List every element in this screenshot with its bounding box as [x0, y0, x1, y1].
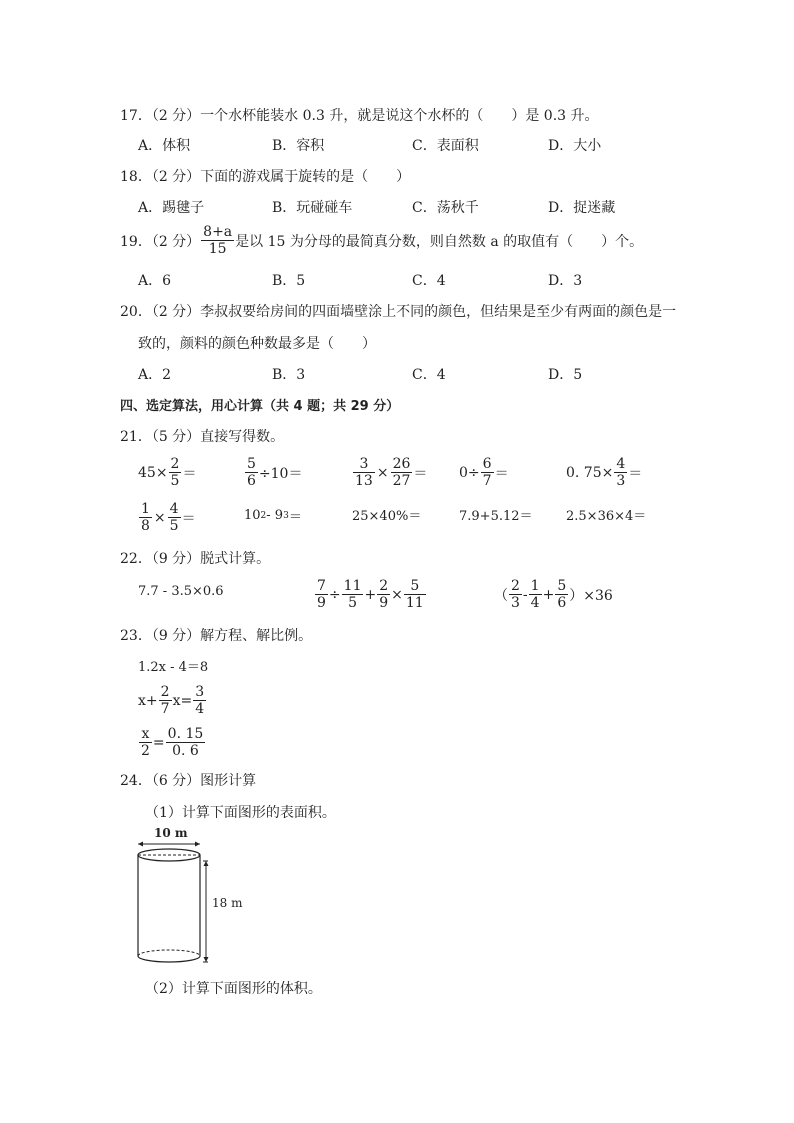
height-label: 18 m — [212, 896, 243, 910]
q23-stem: 23．（9 分）解方程、解比例。 — [120, 628, 313, 644]
q21-expr-8: 25×40%＝ — [352, 509, 422, 524]
q23-e2-fraction-1 — [159, 684, 172, 717]
q21-e2-fraction — [245, 456, 258, 489]
arrowhead-down-icon — [204, 957, 209, 962]
q22-e2-op1: ÷ — [328, 586, 341, 603]
arrowhead-right-icon — [195, 842, 200, 847]
q21-expr-4 — [459, 456, 509, 489]
frac-den: 5 — [348, 595, 358, 612]
frac-num: 2 — [511, 578, 520, 594]
q23-e3-fraction-1 — [139, 726, 152, 759]
q20-line2: 致的，颜料的颜色种数最多是（ ） — [138, 336, 376, 352]
q22-expr-2 — [314, 578, 427, 611]
cylinder-bottom-back — [138, 950, 200, 956]
q23-e2-mid: x= — [172, 692, 193, 709]
frac-num: 5 — [247, 456, 256, 472]
q21-expr-1 — [138, 456, 196, 489]
q22-e3-op2: + — [542, 586, 555, 603]
q21-expr-5 — [566, 456, 642, 489]
q19-stem — [120, 224, 643, 257]
diameter-label: 10 m — [154, 826, 188, 840]
q24-sub1: （1）计算下面图形的表面积。 — [145, 805, 336, 821]
q19-option-a: A．6 — [138, 273, 172, 289]
frac-den: 8 — [141, 518, 150, 535]
q21-e5-eq: ＝ — [628, 465, 643, 482]
q22-expr-1: 7.7 - 3.5×0.6 — [138, 584, 224, 599]
q17-option-c: C．表面积 — [412, 138, 479, 154]
q17-stem: 17．（2 分）一个水杯能装水 0.3 升，就是说这个水杯的（ ）是 0.3 升。 — [120, 108, 599, 124]
q21-e6-eq: ＝ — [181, 510, 196, 527]
q22-e2-fraction-1 — [315, 578, 328, 611]
frac-den: 4 — [530, 595, 540, 612]
q20-option-a: A．2 — [138, 367, 172, 383]
q21-expr-10: 2.5×36×4＝ — [566, 509, 647, 524]
cylinder-bottom-front — [138, 956, 200, 962]
q24-sub2: （2）计算下面图形的体积。 — [145, 981, 322, 997]
q22-e2-fraction-2 — [342, 578, 364, 611]
q19-suffix: 是以 15 为分母的最简真分数，则自然数 a 的取值有（ ）个。 — [235, 233, 644, 250]
frac-den: 13 — [355, 473, 373, 490]
q22-stem: 22．（9 分）脱式计算。 — [120, 551, 271, 567]
q22-e2-op3: × — [391, 586, 403, 603]
frac-den: 6 — [247, 473, 256, 490]
q19-option-b: B．5 — [272, 273, 306, 289]
q23-e2-lhs: x+ — [138, 692, 158, 709]
q21-expr-6 — [138, 501, 196, 534]
q20-option-b: B．3 — [272, 367, 306, 383]
q20-option-c: C．4 — [412, 367, 446, 383]
q22-e2-fraction-4 — [404, 578, 426, 611]
q21-e7-base2: - 9 — [266, 508, 284, 523]
q19-prefix: 19．（2 分） — [120, 233, 201, 250]
q21-e4-eq: ＝ — [494, 465, 509, 482]
frac-den: 11 — [405, 595, 424, 612]
q21-e1-eq: ＝ — [182, 465, 197, 482]
frac-num: 11 — [343, 578, 362, 594]
q18-stem: 18．（2 分）下面的游戏属于旋转的是（ ） — [120, 169, 411, 185]
frac-den: 4 — [195, 701, 205, 718]
frac-den: 5 — [170, 473, 180, 490]
frac-num: 3 — [353, 456, 375, 473]
frac-den: 2 — [141, 743, 150, 760]
frac-den: 3 — [616, 473, 626, 490]
q23-expr-2 — [138, 684, 207, 717]
frac-num: 6 — [482, 456, 492, 472]
arrowhead-up-icon — [204, 861, 209, 866]
q23-e3-eq: = — [152, 734, 165, 751]
q22-e3-op1: - — [522, 586, 528, 603]
q21-stem: 21．（5 分）直接写得数。 — [120, 429, 285, 445]
frac-num: 1 — [530, 578, 540, 594]
q23-e2-fraction-2 — [193, 684, 206, 717]
q23-e3-fraction-2 — [166, 726, 206, 759]
q23-expr-1: 1.2x - 4＝8 — [138, 660, 209, 675]
q21-expr-3 — [352, 456, 427, 489]
q21-e2-rest: ÷10＝ — [258, 465, 303, 482]
q22-expr-3 — [494, 578, 613, 611]
q21-e7-exp2: 3 — [283, 510, 289, 521]
q21-e3-fraction-1 — [353, 456, 375, 489]
q22-e3-fraction-1 — [509, 578, 522, 611]
q17-option-b: B．容积 — [272, 138, 325, 154]
q20-line1: 20．（2 分）李叔叔要给房间的四面墙壁涂上不同的颜色，但结果是至少有两面的颜色是一 — [120, 304, 677, 320]
frac-den: 7 — [160, 701, 170, 718]
q21-expr-2 — [244, 456, 302, 489]
q22-e3-fraction-3 — [555, 578, 568, 611]
q18-option-b: B．玩碰碰车 — [272, 200, 353, 216]
q21-e7-eq: ＝ — [288, 510, 302, 525]
q22-e2-fraction-3 — [377, 578, 390, 611]
q22-e2-op2: + — [364, 586, 377, 603]
section-heading: 四、选定算法，用心计算（共 4 题；共 29 分） — [120, 399, 400, 414]
frac-num: 2 — [160, 684, 170, 700]
q21-expr-7 — [244, 506, 302, 525]
q24-stem: 24．（6 分）图形计算 — [120, 773, 257, 789]
q22-e3-fraction-2 — [529, 578, 542, 611]
q21-e7-base1: 10 — [244, 508, 261, 523]
frac-num: 26 — [392, 456, 411, 472]
q21-e3-op: × — [376, 464, 389, 481]
q21-expr-9: 7.9+5.12＝ — [459, 509, 533, 524]
frac-num: 2 — [170, 456, 180, 472]
q18-option-a: A．踢毽子 — [138, 200, 205, 216]
frac-den: 6 — [557, 595, 567, 612]
q17-option-d: D．大小 — [548, 138, 602, 154]
frac-num: 4 — [169, 501, 179, 517]
frac-num: 7 — [317, 578, 326, 594]
q21-e6-op: × — [153, 509, 166, 526]
q19-option-d: D．3 — [548, 273, 583, 289]
q21-e5-fraction — [614, 456, 627, 489]
frac-den: 27 — [392, 473, 411, 490]
q22-e3-rparen: ）×36 — [569, 587, 613, 604]
frac-den: 7 — [482, 473, 492, 490]
frac-num: 0. 15 — [167, 726, 204, 742]
frac-den: 5 — [169, 518, 179, 535]
q21-e1-fraction — [169, 456, 182, 489]
frac-den: 9 — [317, 595, 326, 612]
frac-den: 0. 6 — [172, 743, 199, 760]
frac-num: 3 — [195, 684, 205, 700]
frac-den: 3 — [511, 595, 520, 612]
q19-frac-num: 8+a — [203, 224, 233, 240]
q21-e3-eq: ＝ — [413, 465, 428, 482]
frac-num: 4 — [616, 456, 626, 472]
frac-num: x — [139, 726, 152, 743]
q21-e1-lhs: 45× — [138, 464, 168, 481]
q19-option-c: C．4 — [412, 273, 446, 289]
frac-num: 5 — [404, 578, 426, 595]
q21-e7-exp1: 2 — [260, 510, 267, 521]
frac-num: 5 — [557, 578, 567, 594]
frac-num: 1 — [141, 501, 150, 517]
q21-e4-fraction — [481, 456, 494, 489]
q21-e4-lhs: 0÷ — [459, 464, 480, 481]
q21-e5-lhs: 0. 75× — [566, 464, 614, 481]
frac-den: 9 — [379, 595, 389, 612]
q21-e6-fraction-2 — [168, 501, 181, 534]
arrowhead-left-icon — [138, 842, 143, 847]
q19-fraction — [201, 224, 234, 257]
frac-num: 2 — [379, 578, 389, 594]
q20-option-d: D．5 — [548, 367, 583, 383]
q21-e6-fraction-1 — [139, 501, 152, 534]
q19-frac-den: 15 — [208, 241, 227, 258]
q17-option-a: A．体积 — [138, 138, 191, 154]
q23-expr-3 — [138, 726, 206, 759]
q21-e3-fraction-2 — [391, 456, 413, 489]
q18-option-d: D．捉迷藏 — [548, 200, 616, 216]
q18-option-c: C．荡秋千 — [412, 200, 479, 216]
q22-e3-lparen: （ — [494, 587, 508, 604]
